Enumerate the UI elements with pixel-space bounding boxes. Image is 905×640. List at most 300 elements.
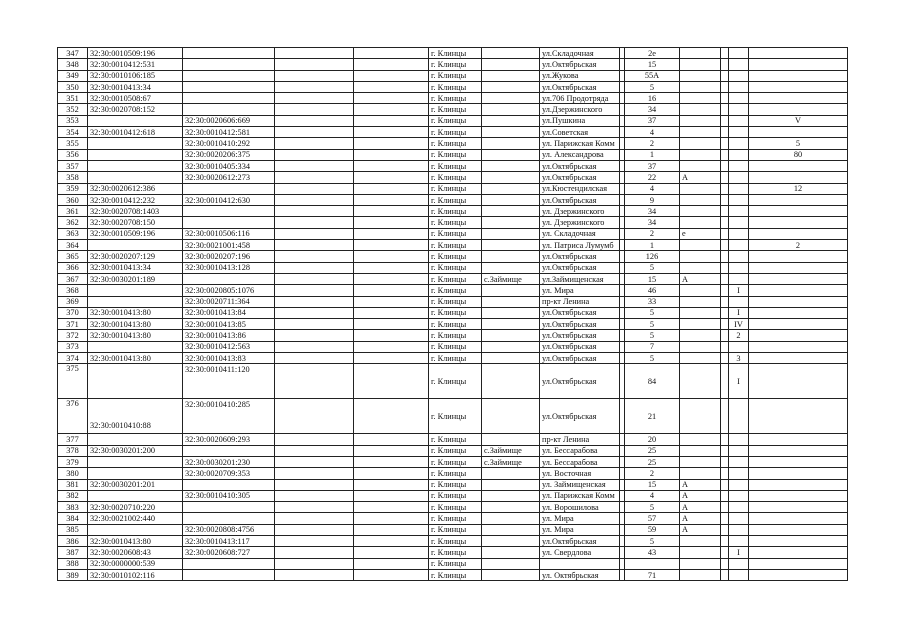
cell-city: г. Клинцы: [429, 434, 482, 445]
cell-house-letter: [680, 296, 721, 307]
cell-row-number: 372: [58, 330, 88, 341]
cell-cadastral-number: 32:30:0020708:1403: [88, 206, 183, 217]
cell-house-number: 1: [625, 240, 680, 251]
cell-house-letter: [680, 353, 721, 364]
cell-blank-cell: [721, 217, 729, 228]
cell-street: ул.Октябрьская: [540, 262, 620, 273]
cell-house-number: 59: [625, 524, 680, 535]
cell-cadastral-number-2: [183, 48, 275, 59]
table-row: [58, 307, 848, 318]
cell-building: [729, 262, 749, 273]
cell-street: ул.Октябрьская: [540, 160, 620, 171]
cell-blank-cell: [721, 296, 729, 307]
cell-cadastral-number-2: 32:30:0020711:364: [183, 296, 275, 307]
cell-cadastral-number: [88, 524, 183, 535]
cell-blank-cell: [354, 513, 429, 524]
cell-city: г. Клинцы: [429, 399, 482, 434]
cell-extra: [749, 513, 848, 524]
cell-building: I: [729, 285, 749, 296]
cell-house-letter: [680, 217, 721, 228]
cell-street: ул.Октябрьская: [540, 535, 620, 546]
cell-blank-cell: [275, 104, 354, 115]
cell-locality: [482, 240, 540, 251]
cell-extra: 2: [749, 240, 848, 251]
table-row: [58, 206, 848, 217]
cell-cadastral-number: [88, 341, 183, 352]
cell-blank-cell: [721, 468, 729, 479]
cell-house-number: 2: [625, 468, 680, 479]
cell-cadastral-number-2: [183, 81, 275, 92]
cell-row-number: 380: [58, 468, 88, 479]
cell-house-letter: [680, 399, 721, 434]
cell-extra: [749, 490, 848, 501]
cell-row-number: 379: [58, 456, 88, 467]
cell-city: г. Клинцы: [429, 547, 482, 558]
cell-city: г. Клинцы: [429, 296, 482, 307]
cell-building: 2: [729, 330, 749, 341]
cell-blank-cell: [275, 273, 354, 284]
cell-cadastral-number: 32:30:0010509:196: [88, 228, 183, 239]
cell-cadastral-number-2: 32:30:0010412:563: [183, 341, 275, 352]
cell-street: ул.Октябрьская: [540, 172, 620, 183]
cell-row-number: 351: [58, 93, 88, 104]
cell-row-number: 353: [58, 115, 88, 126]
cell-blank-cell: [275, 240, 354, 251]
cell-city: г. Клинцы: [429, 228, 482, 239]
cell-extra: [749, 524, 848, 535]
cell-cadastral-number: 32:30:0020708:152: [88, 104, 183, 115]
cell-row-number: 357: [58, 160, 88, 171]
table-row: [58, 127, 848, 138]
cell-building: [729, 569, 749, 580]
table-row: [58, 330, 848, 341]
table-row: [58, 183, 848, 194]
cell-cadastral-number: [88, 240, 183, 251]
cell-house-number: 20: [625, 434, 680, 445]
cell-locality: [482, 319, 540, 330]
cell-building: [729, 93, 749, 104]
cell-house-letter: [680, 558, 721, 569]
cell-extra: [749, 206, 848, 217]
cell-cadastral-number: [88, 138, 183, 149]
cell-extra: [749, 307, 848, 318]
cell-street: ул. Александрова: [540, 149, 620, 160]
cell-row-number: 358: [58, 172, 88, 183]
cell-building: [729, 468, 749, 479]
cell-house-number: 5: [625, 81, 680, 92]
cell-blank-cell: [275, 456, 354, 467]
cell-house-letter: [680, 251, 721, 262]
cell-street: пр-кт Ленина: [540, 434, 620, 445]
cell-house-number: 33: [625, 296, 680, 307]
cell-blank-cell: [721, 490, 729, 501]
cell-street: ул.Октябрьская: [540, 81, 620, 92]
cell-house-letter: [680, 149, 721, 160]
cell-locality: [482, 228, 540, 239]
cell-house-number: 5: [625, 262, 680, 273]
cell-extra: [749, 296, 848, 307]
cell-blank-cell: [354, 81, 429, 92]
cell-row-number: 365: [58, 251, 88, 262]
cell-blank-cell: [721, 285, 729, 296]
cell-street: ул.Жукова: [540, 70, 620, 81]
cell-cadastral-number-2: 32:30:0020608:727: [183, 547, 275, 558]
cell-extra: 80: [749, 149, 848, 160]
cell-building: [729, 434, 749, 445]
table-row: [58, 262, 848, 273]
cell-house-letter: [680, 434, 721, 445]
cell-city: г. Клинцы: [429, 490, 482, 501]
table-row: [58, 468, 848, 479]
cell-blank-cell: [354, 115, 429, 126]
cell-building: [729, 228, 749, 239]
cell-blank-cell: [354, 48, 429, 59]
cell-house-letter: [680, 364, 721, 399]
cell-extra: [749, 434, 848, 445]
cell-cadastral-number-2: 32:30:0010410:285: [183, 399, 275, 434]
cell-blank-cell: [354, 104, 429, 115]
cell-blank-cell: [721, 479, 729, 490]
table-row: [58, 558, 848, 569]
table-row: [58, 115, 848, 126]
cell-row-number: 385: [58, 524, 88, 535]
cell-street: ул.Кюстендилская: [540, 183, 620, 194]
cell-building: [729, 206, 749, 217]
table-row: [58, 70, 848, 81]
cell-cadastral-number-2: 32:30:0010412:630: [183, 194, 275, 205]
cell-blank-cell: [275, 353, 354, 364]
cell-row-number: 377: [58, 434, 88, 445]
cell-blank-cell: [354, 127, 429, 138]
cell-row-number: 361: [58, 206, 88, 217]
cell-cadastral-number: 32:30:0020710:220: [88, 502, 183, 513]
cell-blank-cell: [354, 558, 429, 569]
cell-house-letter: [680, 535, 721, 546]
cell-house-number: 15: [625, 59, 680, 70]
cell-cadastral-number-2: 32:30:0021001:458: [183, 240, 275, 251]
cell-locality: [482, 569, 540, 580]
cell-street: ул.Октябрьская: [540, 330, 620, 341]
cell-locality: [482, 399, 540, 434]
cell-extra: [749, 535, 848, 546]
cell-cadastral-number-2: 32:30:0010413:83: [183, 353, 275, 364]
cell-house-number: 34: [625, 217, 680, 228]
cell-street: ул. Мира: [540, 513, 620, 524]
cell-row-number: 387: [58, 547, 88, 558]
cell-blank-cell: [721, 127, 729, 138]
cell-row-number: 362: [58, 217, 88, 228]
cell-street: [540, 558, 620, 569]
cell-blank-cell: [721, 59, 729, 70]
cell-building: I: [729, 547, 749, 558]
cell-blank-cell: [721, 104, 729, 115]
cell-extra: [749, 172, 848, 183]
cell-cadastral-number: 32:30:0010412:232: [88, 194, 183, 205]
cell-cadastral-number: 32:30:0010508:67: [88, 93, 183, 104]
cell-row-number: 359: [58, 183, 88, 194]
cell-blank-cell: [354, 296, 429, 307]
cell-city: г. Клинцы: [429, 353, 482, 364]
cell-locality: [482, 149, 540, 160]
cell-blank-cell: [721, 160, 729, 171]
cell-blank-cell: [275, 547, 354, 558]
table-row: [58, 194, 848, 205]
cell-extra: [749, 502, 848, 513]
cell-blank-cell: [721, 353, 729, 364]
cell-city: г. Клинцы: [429, 194, 482, 205]
cell-blank-cell: [275, 70, 354, 81]
cell-cadastral-number-2: 32:30:0030201:230: [183, 456, 275, 467]
table-row: [58, 569, 848, 580]
cell-street: ул. Бессарабова: [540, 445, 620, 456]
table-row: [58, 399, 848, 434]
cell-street: ул. Мира: [540, 285, 620, 296]
cell-blank-cell: [721, 502, 729, 513]
cell-building: [729, 138, 749, 149]
cell-row-number: 375: [58, 364, 88, 399]
table-row: [58, 296, 848, 307]
cell-extra: [749, 285, 848, 296]
cell-cadastral-number-2: 32:30:0010412:581: [183, 127, 275, 138]
cell-blank-cell: [721, 558, 729, 569]
cell-locality: [482, 296, 540, 307]
cell-cadastral-number: 32:30:0010413:80: [88, 353, 183, 364]
cell-city: г. Клинцы: [429, 535, 482, 546]
cell-blank-cell: [721, 262, 729, 273]
cell-locality: [482, 364, 540, 399]
table-row: [58, 273, 848, 284]
cell-house-number: 34: [625, 104, 680, 115]
cell-blank-cell: [721, 70, 729, 81]
cell-city: г. Клинцы: [429, 240, 482, 251]
cell-row-number: 371: [58, 319, 88, 330]
cell-cadastral-number: [88, 434, 183, 445]
cell-city: г. Клинцы: [429, 251, 482, 262]
cell-locality: [482, 558, 540, 569]
cell-cadastral-number: 32:30:0010413:34: [88, 262, 183, 273]
cell-blank-cell: [275, 569, 354, 580]
table-row: [58, 48, 848, 59]
cell-blank-cell: [721, 330, 729, 341]
cell-blank-cell: [354, 172, 429, 183]
cell-blank-cell: [354, 228, 429, 239]
cell-blank-cell: [721, 319, 729, 330]
cell-house-number: 5: [625, 502, 680, 513]
cell-locality: [482, 502, 540, 513]
cell-house-letter: [680, 81, 721, 92]
cell-blank-cell: [354, 490, 429, 501]
cell-blank-cell: [275, 558, 354, 569]
cell-building: [729, 399, 749, 434]
cell-city: г. Клинцы: [429, 341, 482, 352]
cell-house-number: 5: [625, 353, 680, 364]
cell-building: [729, 273, 749, 284]
cell-blank-cell: [354, 307, 429, 318]
cell-city: г. Клинцы: [429, 502, 482, 513]
cell-street: ул. Ворошилова: [540, 502, 620, 513]
cell-extra: [749, 48, 848, 59]
cell-row-number: 363: [58, 228, 88, 239]
cell-cadastral-number-2: 32:30:0010413:117: [183, 535, 275, 546]
cell-street: ул. Бессарабова: [540, 456, 620, 467]
table-row: [58, 341, 848, 352]
cell-cadastral-number-2: 32:30:0010413:84: [183, 307, 275, 318]
cell-locality: [482, 70, 540, 81]
cell-blank-cell: [354, 251, 429, 262]
cell-extra: [749, 319, 848, 330]
cell-blank-cell: [275, 296, 354, 307]
cell-locality: [482, 251, 540, 262]
cell-blank-cell: [275, 445, 354, 456]
cell-blank-cell: [275, 399, 354, 434]
cell-extra: [749, 104, 848, 115]
table-row: [58, 319, 848, 330]
cell-house-letter: [680, 115, 721, 126]
cell-blank-cell: [354, 524, 429, 535]
cell-building: [729, 490, 749, 501]
cell-blank-cell: [354, 569, 429, 580]
cell-cadastral-number-2: 32:30:0010506:116: [183, 228, 275, 239]
cell-cadastral-number-2: 32:30:0010413:86: [183, 330, 275, 341]
table-row: [58, 217, 848, 228]
cell-city: г. Клинцы: [429, 70, 482, 81]
cell-locality: [482, 127, 540, 138]
cell-row-number: 368: [58, 285, 88, 296]
cell-blank-cell: [275, 251, 354, 262]
cell-house-number: 25: [625, 456, 680, 467]
cell-locality: [482, 48, 540, 59]
cell-blank-cell: [275, 341, 354, 352]
cell-cadastral-number: 32:30:0010413:80: [88, 319, 183, 330]
cell-row-number: 373: [58, 341, 88, 352]
cell-building: [729, 341, 749, 352]
cell-extra: [749, 160, 848, 171]
cell-house-number: 15: [625, 273, 680, 284]
cell-blank-cell: [354, 206, 429, 217]
cell-street: пр-кт Ленина: [540, 296, 620, 307]
cell-house-number: 43: [625, 547, 680, 558]
cell-city: г. Клинцы: [429, 104, 482, 115]
cell-blank-cell: [721, 93, 729, 104]
cell-blank-cell: [721, 434, 729, 445]
cell-cadastral-number: 32:30:0010509:196: [88, 48, 183, 59]
cell-blank-cell: [721, 240, 729, 251]
cell-locality: [482, 307, 540, 318]
cell-house-number: 126: [625, 251, 680, 262]
cell-cadastral-number: [88, 296, 183, 307]
cell-house-number: 22: [625, 172, 680, 183]
cell-building: [729, 445, 749, 456]
cell-house-number: 5: [625, 307, 680, 318]
cell-house-number: 5: [625, 535, 680, 546]
cell-blank-cell: [721, 172, 729, 183]
cell-blank-cell: [275, 149, 354, 160]
cell-city: г. Клинцы: [429, 364, 482, 399]
cell-row-number: 367: [58, 273, 88, 284]
cell-blank-cell: [721, 399, 729, 434]
cell-cadastral-number-2: 32:30:0010413:85: [183, 319, 275, 330]
cell-street: ул.Дзержинского: [540, 104, 620, 115]
cell-blank-cell: [354, 273, 429, 284]
cell-street: ул. Парижская Комм: [540, 490, 620, 501]
cell-extra: 5: [749, 138, 848, 149]
cell-street: ул.Займищенская: [540, 273, 620, 284]
cell-house-letter: А: [680, 524, 721, 535]
cell-house-letter: [680, 59, 721, 70]
cell-cadastral-number-2: 32:30:0020207:196: [183, 251, 275, 262]
cell-house-number: 4: [625, 127, 680, 138]
cell-building: [729, 502, 749, 513]
cell-city: г. Клинцы: [429, 513, 482, 524]
cell-house-number: 2е: [625, 48, 680, 59]
cell-row-number: 381: [58, 479, 88, 490]
cell-cadastral-number-2: [183, 558, 275, 569]
cell-city: г. Клинцы: [429, 172, 482, 183]
cell-cadastral-number-2: 32:30:0020612:273: [183, 172, 275, 183]
cell-building: [729, 194, 749, 205]
cell-blank-cell: [354, 547, 429, 558]
cell-street: ул. Складочная: [540, 228, 620, 239]
cell-house-number: 37: [625, 160, 680, 171]
cell-cadastral-number-2: 32:30:0010413:128: [183, 262, 275, 273]
cell-street: ул.Октябрьская: [540, 364, 620, 399]
cell-extra: [749, 330, 848, 341]
cell-blank-cell: [275, 330, 354, 341]
cell-house-number: 21: [625, 399, 680, 434]
cell-cadastral-number-2: [183, 273, 275, 284]
cell-locality: [482, 217, 540, 228]
cell-cadastral-number-2: [183, 217, 275, 228]
cell-cadastral-number: [88, 468, 183, 479]
cell-locality: [482, 468, 540, 479]
cell-row-number: 376: [58, 399, 88, 434]
table-row: [58, 434, 848, 445]
cell-row-number: 356: [58, 149, 88, 160]
cell-blank-cell: [354, 183, 429, 194]
cell-house-letter: [680, 70, 721, 81]
cell-blank-cell: [721, 138, 729, 149]
cell-house-number: 37: [625, 115, 680, 126]
cell-blank-cell: [354, 160, 429, 171]
cell-blank-cell: [721, 206, 729, 217]
cell-blank-cell: [275, 468, 354, 479]
cell-blank-cell: [275, 48, 354, 59]
table-row: [58, 353, 848, 364]
cell-building: [729, 104, 749, 115]
cell-blank-cell: [275, 160, 354, 171]
cell-blank-cell: [721, 364, 729, 399]
cell-locality: [482, 194, 540, 205]
cell-cadastral-number: 32:30:0010102:116: [88, 569, 183, 580]
cell-cadastral-number: 32:30:0020708:150: [88, 217, 183, 228]
cell-house-number: 5: [625, 330, 680, 341]
cell-city: г. Клинцы: [429, 48, 482, 59]
cell-cadastral-number-2: [183, 104, 275, 115]
cell-blank-cell: [721, 569, 729, 580]
cell-street: ул.706 Продотряда: [540, 93, 620, 104]
cell-cadastral-number: 32:30:0020207:129: [88, 251, 183, 262]
cell-city: г. Клинцы: [429, 319, 482, 330]
cell-locality: [482, 285, 540, 296]
cell-city: г. Клинцы: [429, 307, 482, 318]
cell-blank-cell: [721, 149, 729, 160]
cell-cadastral-number: 32:30:0020612:386: [88, 183, 183, 194]
cell-house-letter: [680, 138, 721, 149]
cell-house-letter: [680, 160, 721, 171]
cell-blank-cell: [354, 434, 429, 445]
cell-cadastral-number-2: 32:30:0010410:305: [183, 490, 275, 501]
cell-city: г. Клинцы: [429, 558, 482, 569]
